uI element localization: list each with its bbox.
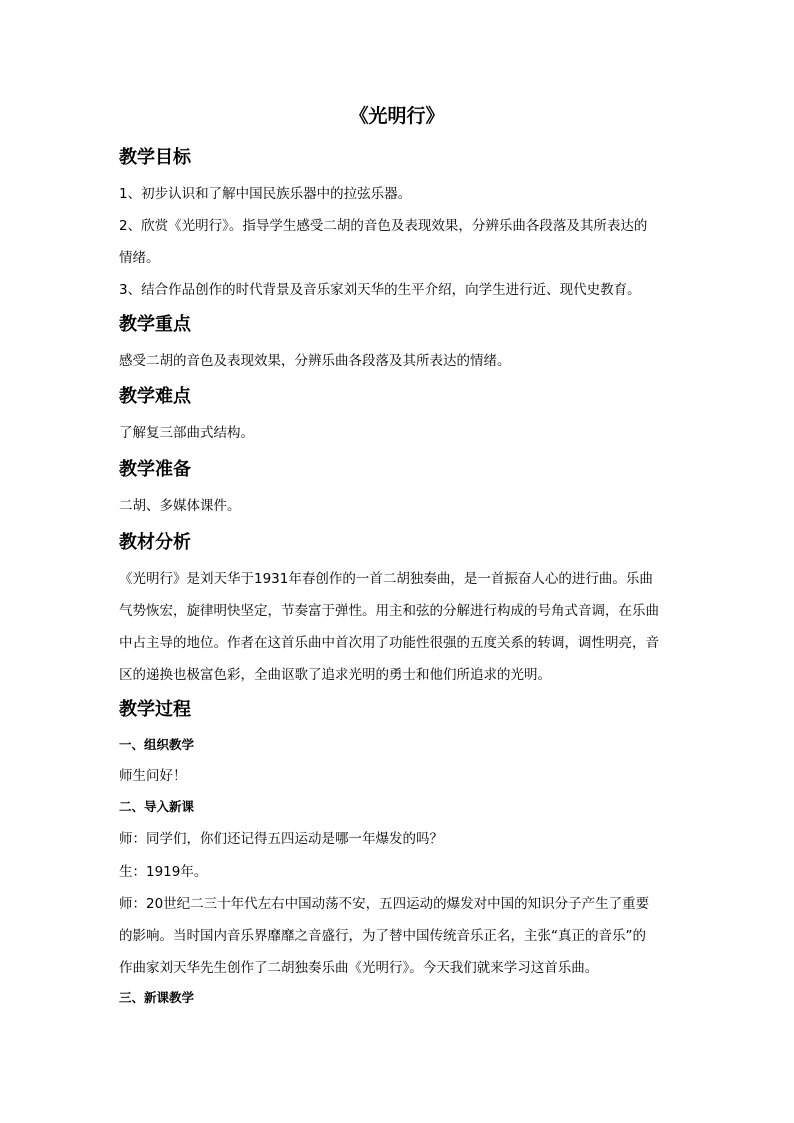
key-points-line-1: 感受二胡的音色及表现效果，分辨乐曲各段落及其所表达的情绪。 <box>119 353 511 369</box>
section-heading-process: 教学过程 <box>119 699 191 720</box>
section-heading-difficulties: 教学难点 <box>119 386 191 407</box>
objectives-line-3: 情绪。 <box>119 250 160 266</box>
process-step-title-1: 一、组织教学 <box>119 737 195 752</box>
section-heading-key-points: 教学重点 <box>119 314 191 335</box>
difficulties-line-1: 了解复三部曲式结构。 <box>119 425 254 441</box>
objectives-line-2: 2、欣赏《光明行》。指导学生感受二胡的音色及表现效果，分辨乐曲各段落及其所表达的 <box>119 218 648 234</box>
process-step1-line-1: 师生问好！ <box>119 768 187 784</box>
objectives-line-4: 3、结合作品创作的时代背景及音乐家刘天华的生平介绍，向学生进行近、现代史教育。 <box>119 282 641 298</box>
process-step2-line-4: 的影响。当时国内音乐界靡靡之音盛行，为了替中国传统音乐正名，主张“真正的音乐”的 <box>119 928 646 944</box>
section-heading-analysis: 教材分析 <box>119 532 191 553</box>
process-step2-line-1: 师：同学们，你们还记得五四运动是哪一年爆发的吗？ <box>119 831 443 847</box>
analysis-line-1: 《光明行》是刘天华于1931年春创作的一首二胡独奏曲，是一首振奋人心的进行曲。乐曲 <box>119 571 653 587</box>
analysis-line-4: 区的递换也极富色彩，全曲讴歌了追求光明的勇士和他们所追求的光明。 <box>119 667 551 683</box>
document-title: 《光明行》 <box>349 105 445 127</box>
objectives-line-1: 1、初步认识和了解中国民族乐器中的拉弦乐器。 <box>119 186 412 202</box>
preparation-line-1: 二胡、多媒体课件。 <box>119 498 241 514</box>
analysis-line-3: 中占主导的地位。作者在这首乐曲中首次用了功能性很强的五度关系的转调，调性明亮，音 <box>119 635 659 651</box>
process-step2-line-2: 生：1919年。 <box>119 864 208 880</box>
process-step2-line-3: 师：20世纪二三十年代左右中国动荡不安，五四运动的爆发对中国的知识分子产生了重要 <box>119 896 650 912</box>
process-step2-line-5: 作曲家刘天华先生创作了二胡独奏乐曲《光明行》。今天我们就来学习这首乐曲。 <box>119 960 599 976</box>
section-heading-preparation: 教学准备 <box>119 459 191 480</box>
process-step-title-2: 二、导入新课 <box>119 799 195 814</box>
section-heading-objectives: 教学目标 <box>119 147 191 168</box>
process-step-title-3: 三、新课教学 <box>119 990 195 1005</box>
analysis-line-2: 气势恢宏，旋律明快坚定，节奏富于弹性。用主和弦的分解进行构成的号角式音调，在乐曲 <box>119 603 659 619</box>
